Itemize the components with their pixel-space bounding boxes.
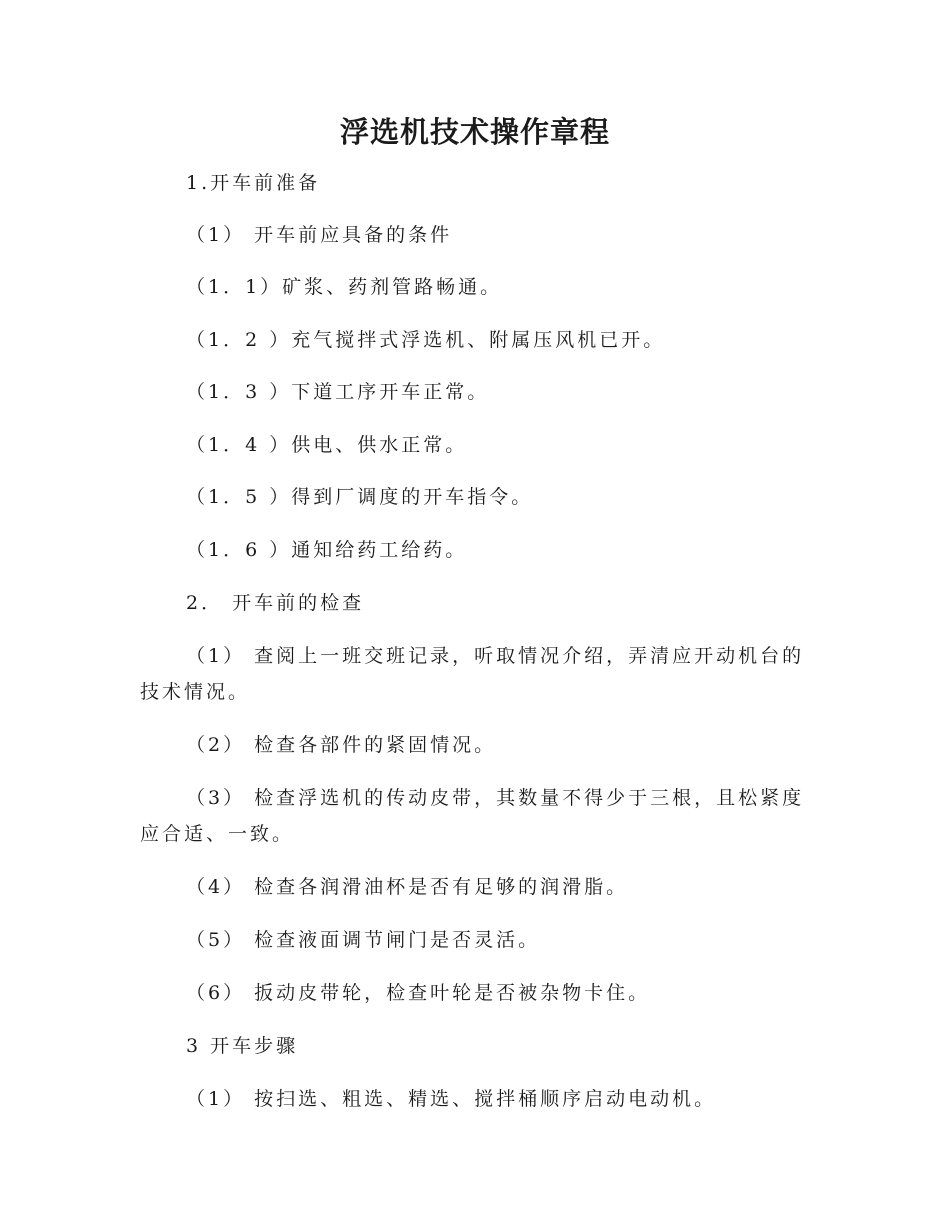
paragraph: （6） 扳动皮带轮，检查叶轮是否被杂物卡住。 [186, 982, 651, 1004]
paragraph: （4） 检查各润滑油杯是否有足够的润滑脂。 [186, 876, 629, 898]
paragraph: （1） 按扫选、粗选、精选、搅拌桶顺序启动电动机。 [186, 1088, 717, 1110]
paragraph: （5） 检查液面调节闸门是否灵活。 [186, 929, 541, 951]
paragraph: （1） 开车前应具备的条件 [186, 224, 453, 246]
document-title: 浮选机技术操作章程 [339, 115, 610, 149]
section-heading-3: 3 开车步骤 [186, 1035, 299, 1057]
section-heading-1: 1.开车前准备 [186, 172, 321, 194]
paragraph: （1．5 ）得到厂调度的开车指令。 [186, 486, 534, 508]
paragraph: （3） 检查浮选机的传动皮带，其数量不得少于三根，且松紧度应合适、一致。 [140, 787, 805, 845]
section-heading-2: 2． 开车前的检查 [186, 592, 365, 614]
paragraph: （1．3 ）下道工序开车正常。 [186, 381, 490, 403]
paragraph: （1．4 ）供电、供水正常。 [186, 434, 468, 456]
paragraph: （1．1）矿浆、药剂管路畅通。 [186, 276, 503, 298]
paragraph: （1） 查阅上一班交班记录，听取情况介绍，弄清应开动机台的技术情况。 [140, 645, 805, 703]
paragraph: （1．6 ）通知给药工给药。 [186, 539, 468, 561]
paragraph: （1．2 ）充气搅拌式浮选机、附属压风机已开。 [186, 329, 666, 351]
paragraph: （2） 检查各部件的紧固情况。 [186, 734, 497, 756]
